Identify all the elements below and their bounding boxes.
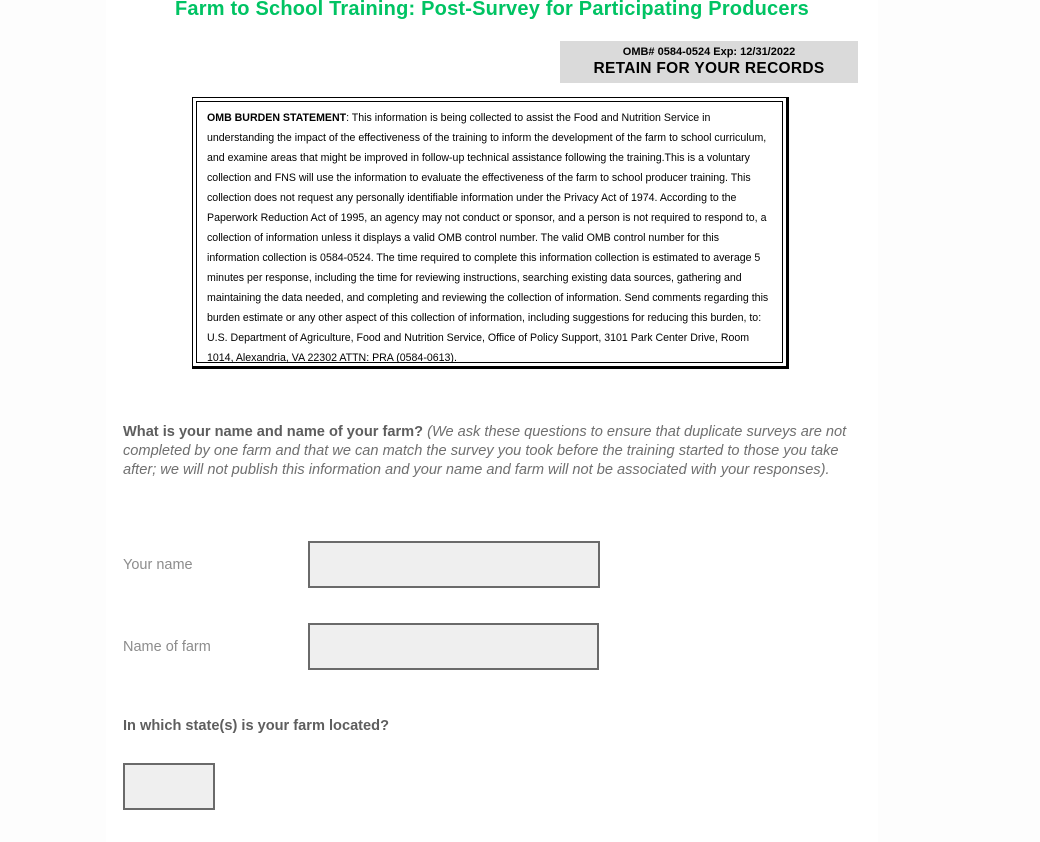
omb-control-number: OMB# 0584-0524 Exp: 12/31/2022 <box>622 46 796 58</box>
state-question-bold: In which state(s) is your farm located? <box>123 718 389 734</box>
page-title: Farm to School Training: Post-Survey for Participating Producers <box>174 0 810 20</box>
name-question-italic: (We ask these questions to ensure that duplicate surveys are not completed by one farm and that we can match the survey you took before the training started to those you take after; we will not publish this information and your name and farm will not be associated with your responses). <box>123 424 847 478</box>
retain-for-records-note: RETAIN FOR YOUR RECORDS <box>593 60 825 77</box>
your-name-label: Your name <box>123 557 193 573</box>
burden-statement-lead: OMB BURDEN STATEMENT <box>207 112 347 124</box>
state-input[interactable] <box>123 763 215 810</box>
your-name-input[interactable] <box>308 541 600 588</box>
omb-burden-statement-box <box>192 97 789 369</box>
omb-burden-statement-text <box>196 101 783 363</box>
name-question-bold: What is your name and name of your farm? <box>123 424 428 440</box>
farm-name-input[interactable] <box>308 623 599 670</box>
farm-name-label: Name of farm <box>123 639 211 655</box>
name-question <box>123 423 851 480</box>
omb-records-box <box>560 41 858 83</box>
burden-statement-body: : This information is being collected to assist the Food and Nutrition Service in understanding the impact of the effectiveness of the training to inform the development of the farm to school curriculum, and examine areas that might be improved in follow-up technical assistance following the training.This is a voluntary collection and FNS will use the information to evaluate the effectiveness of the farm to school producer training. This collection does not request any personally identifiable information under the Privacy Act of 1974. According to the Paperwork Reduction Act of 1995, an agency may not conduct or sponsor, and a person is not required to respond to, a collection of information unless it displays a valid OMB control number. The valid OMB control number for this information collection is 0584-0524. The time required to complete this information collection is estimated to average 5 minutes per response, including the time for reviewing instructions, searching existing data sources, gathering and maintaining the data needed, and completing and reviewing the collection of information. Send comments regarding this burden estimate or any other aspect of this collection of information, including suggestions for reducing this burden, to: U.S. Department of Agriculture, Food and Nutrition Service, Office of Policy Support, 3101 Park Center Drive, Room 1014, Alexandria, VA 22302 ATTN: PRA (0584-0613). <box>207 112 769 363</box>
state-question <box>123 717 723 736</box>
